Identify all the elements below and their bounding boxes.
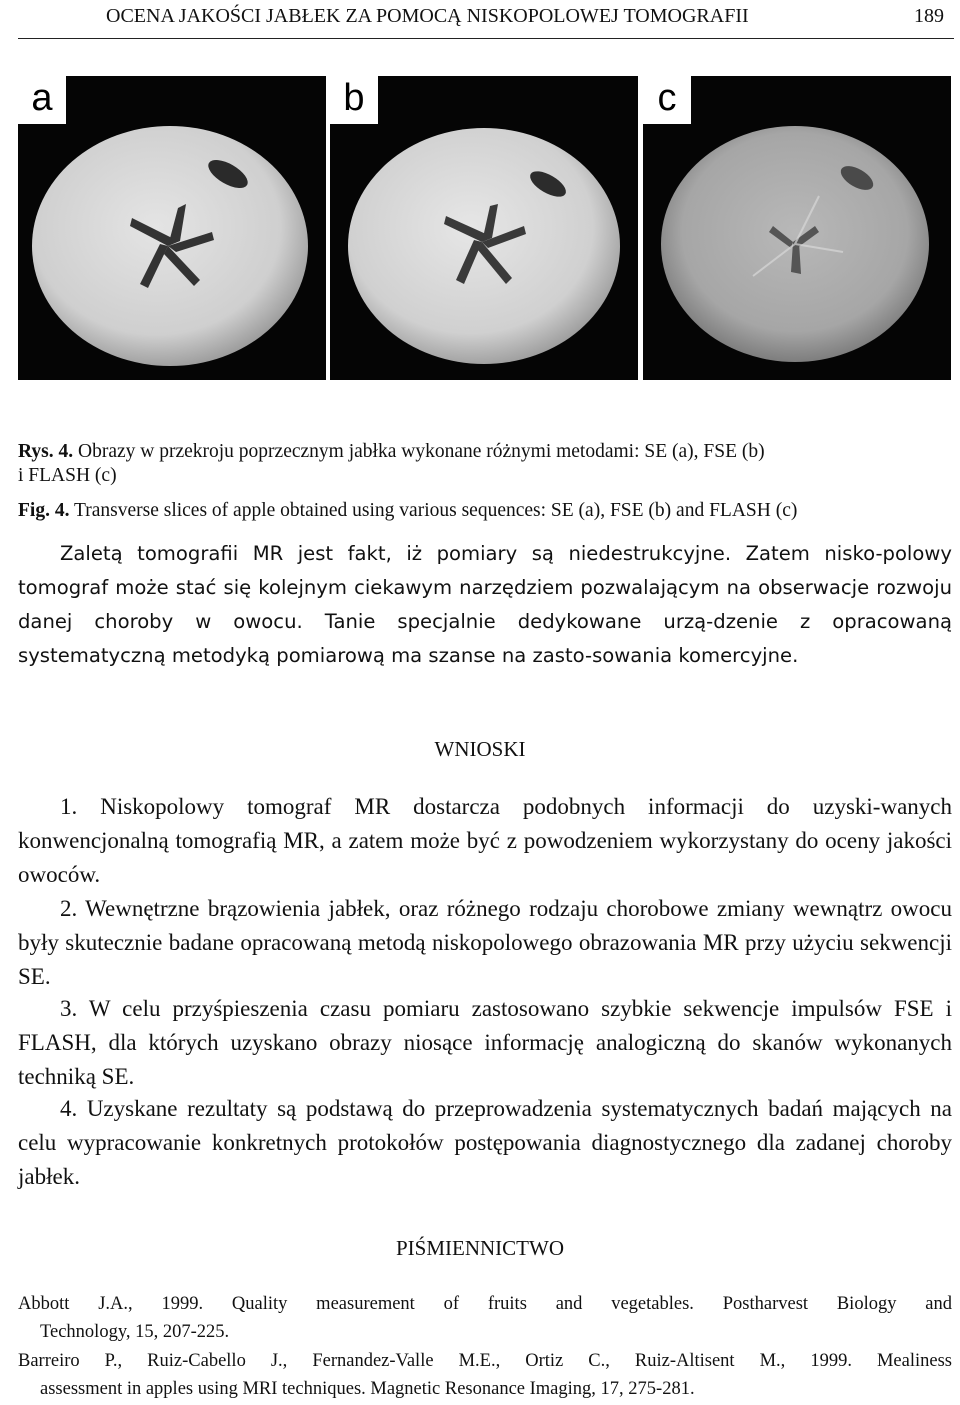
caption-pl-line1: Obrazy w przekroju poprzecznym jabłka wykonane różnymi metodami: SE (a), FSE (b)	[78, 441, 765, 462]
conclusion-item-4: 4. Uzyskane rezultaty są podstawą do przeprowadzenia systematycznych badań mających na celu wypracowanie konkretnych protokołów postępowania diagnostycznego dla zadanej choroby jabłek.	[18, 1096, 952, 1189]
caption-en-prefix: Fig. 4.	[18, 500, 70, 521]
running-header	[18, 0, 954, 39]
running-title: OCENA JAKOŚCI JABŁEK ZA POMOCĄ NISKOPOLOWEJ TOMOGRAFII	[106, 5, 749, 27]
page-number: 189	[914, 5, 944, 27]
figure-caption-en	[18, 499, 797, 523]
reference-line: Technology, 15, 207-225.	[40, 1322, 230, 1342]
conclusion-item-3: 3. W celu przyśpieszenia czasu pomiaru zastosowano szybkie sekwencje impulsów FSE i FLASH, dla których uzyskano obrazy niosące informację analogiczną do skanów wykonanych techniką SE.	[18, 996, 952, 1089]
panel-label-c: c	[643, 76, 691, 124]
panel-label-b: b	[330, 76, 378, 124]
reference-line: Abbott J.A., 1999. Quality measurement of fruits and vegetables. Postharvest Biology and	[18, 1294, 952, 1314]
conclusion-item-1: 1. Niskopolowy tomograf MR dostarcza podobnych informacji do uzyski-wanych konwencjonalną tomografią MR, a zatem może być z powodzeniem wykorzystany do oceny jakości owoców.	[18, 794, 952, 887]
caption-pl-line2: i FLASH (c)	[18, 465, 117, 486]
section-heading-references: PIŚMIENNICTWO	[396, 1236, 564, 1260]
conclusion-item-2: 2. Wewnętrzne brązowienia jabłek, oraz różnego rodzaju chorobowe zmiany wewnątrz owocu były skutecznie badane opracowaną metodą niskopolowego obrazowania MR przy użyciu sekwencji SE.	[18, 896, 952, 989]
figure-panel-c	[643, 76, 951, 380]
panel-label-a: a	[18, 76, 66, 124]
figure-panel-a	[18, 76, 326, 380]
reference-item	[18, 1347, 952, 1403]
section-heading-conclusions: WNIOSKI	[434, 737, 526, 761]
reference-item	[18, 1290, 952, 1346]
figure-panel-b	[330, 76, 638, 380]
caption-pl-prefix: Rys. 4.	[18, 441, 74, 462]
figure-caption-pl	[18, 440, 765, 488]
reference-line: Barreiro P., Ruiz-Cabello J., Fernandez-Valle M.E., Ortiz C., Ruiz-Altisent M., 1999. Mealiness	[18, 1351, 952, 1371]
caption-en-text: Transverse slices of apple obtained using various sequences: SE (a), FSE (b) and FLASH (c)	[74, 500, 798, 521]
reference-line: assessment in apples using MRI techniques. Magnetic Resonance Imaging, 17, 275-281.	[40, 1379, 695, 1399]
body-paragraph: Zaletą tomografii MR jest fakt, iż pomiary są niedestrukcyjne. Zatem nisko-polowy tomograf może stać się kolejnym ciekawym narzędziem pozwalającym na obserwacje rozwoju danej choroby w owocu. Tanie specjalnie dedykowane urzą-dzenie z opracowaną systematyczną metodyką pomiarową ma szanse na zasto-sowania komercyjne.	[18, 542, 952, 667]
